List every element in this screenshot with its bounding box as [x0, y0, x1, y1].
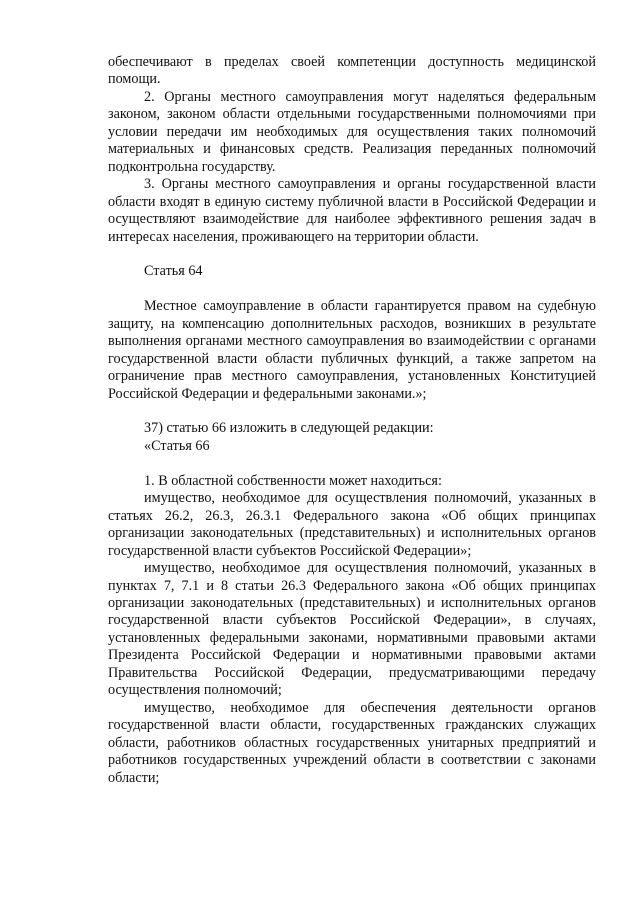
article-64-heading: Статья 64 [144, 263, 203, 280]
paragraph-2: 2. Органы местного самоуправления могут наделяться федеральным законом, законом области отдельными государственными полномочиями при условии передачи им необходимых для осуществления таких полномочий материальных и финансовых средств. Реализация переданных полномочий подконтрольна государству. [108, 88, 596, 175]
spacer [108, 281, 596, 298]
spacer [108, 403, 596, 420]
item-37: 37) статью 66 изложить в следующей редакции: [144, 420, 434, 437]
article-66-paragraph-4: имущество, необходимое для обеспечения деятельности органов государственной власти области, государственных гражданских служащих области, работников областных государственных унитарных предприятий и работников государственных учреждений области в соответствии с законами области; [108, 699, 596, 786]
spacer [108, 246, 596, 263]
paragraph-continuation: обеспечивают в пределах своей компетенции доступность медицинской помощи. [108, 54, 596, 88]
article-66-paragraph-1: 1. В областной собственности может находиться: [144, 472, 442, 489]
spacer [108, 455, 596, 472]
article-66-heading: «Статья 66 [144, 437, 210, 454]
article-66-paragraph-2: имущество, необходимое для осуществления полномочий, указанных в статьях 26.2, 26.3, 26.3.1 Федерального закона «Об общих принципах организации законодательных (представительных) и исполнительных органов государственной власти субъектов Российской Федерации»; [108, 490, 596, 559]
paragraph-3: 3. Органы местного самоуправления и органы государственной власти области входят в единую систему публичной власти в Российской Федерации и осуществляют взаимодействие для наиболее эффективного решения задач в интересах населения, проживающего на территории области. [108, 176, 596, 245]
article-64-text: Местное самоуправление в области гарантируется правом на судебную защиту, на компенсацию дополнительных расходов, возникших в результате выполнения органами местного самоуправления во взаимодействии с органами государственной власти области публичных функций, а также запретом на ограничение прав местного самоуправления, установленных Конституцией Российской Федерации и федеральными законами.»; [108, 298, 596, 402]
article-66-paragraph-3: имущество, необходимое для осуществления полномочий, указанных в пунктах 7, 7.1 и 8 статьи 26.3 Федерального закона «Об общих принципах организации законодательных (представительных) и исполнительных органов государственной власти субъектов Российской Федерации», в случаях, установленных федеральными законами, нормативными правовыми актами Президента Российской Федерации и нормативными правовыми актами Правительства Российской Федерации, предусматривающими передачу осуществления полномочий; [108, 560, 596, 699]
document-page [108, 54, 596, 787]
